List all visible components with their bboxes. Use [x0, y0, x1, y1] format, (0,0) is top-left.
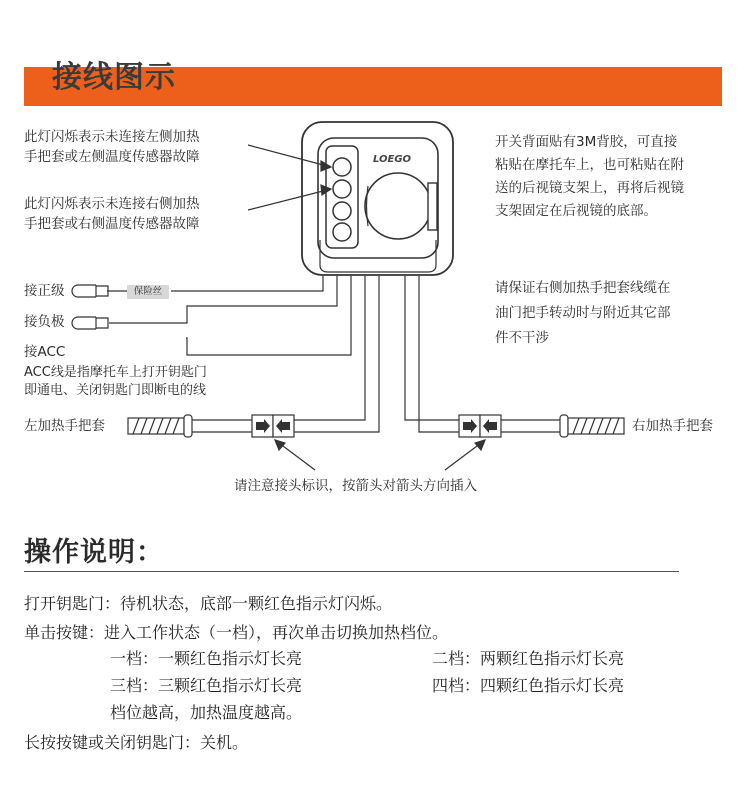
right-grip-icon: [560, 415, 624, 437]
mount-note-line2: 粘贴在摩托车上，也可粘贴在附: [495, 157, 684, 173]
page-title: 接线图示: [52, 60, 176, 95]
instruction-single-click: 单击按键：进入工作状态（一档），再次单击切换加热档位。: [24, 623, 449, 642]
led-right-note-line1: 此灯闪烁表示未连接右侧加热: [24, 196, 200, 212]
grip-wires: [192, 276, 560, 432]
led-left-note-line2: 手把套或左侧温度传感器故障: [24, 149, 200, 165]
instructions-title: 操作说明：: [24, 537, 164, 568]
left-grip-label: 左加热手把套: [24, 418, 105, 434]
led-1-icon: [333, 158, 351, 176]
cable-note-line3: 件不干涉: [495, 330, 549, 346]
cable-note-line2: 油门把手转动时与附近其它部: [495, 305, 671, 321]
fuse-label: 保险丝: [127, 285, 169, 299]
acc-label: 接ACC: [24, 344, 66, 360]
instruction-level-3: 三档：三颗红色指示灯长亮: [110, 676, 303, 695]
push-button-icon: [365, 173, 431, 239]
controller-device: [302, 122, 453, 275]
fork-terminal-icon: [72, 285, 108, 329]
right-grip-label: 右加热手把套: [632, 418, 713, 434]
instruction-level-2: 二档：两颗红色指示灯长亮: [432, 649, 625, 668]
negative-label: 接负极: [24, 314, 65, 330]
led-right-note-line2: 手把套或右侧温度传感器故障: [24, 216, 200, 232]
mount-note-line1: 开关背面贴有3M背胶，可直接: [495, 134, 678, 150]
instruction-level-1: 一档：一颗红色指示灯长亮: [110, 649, 303, 668]
left-grip-icon: [128, 415, 192, 437]
section-divider: [24, 571, 679, 572]
left-connector-icon: [252, 415, 294, 437]
instruction-level-4: 四档：四颗红色指示灯长亮: [432, 676, 625, 695]
device-logo: LOEGO: [373, 154, 412, 165]
mount-note-line4: 支架固定在后视镜的底部。: [495, 203, 657, 219]
led-left-note-line1: 此灯闪烁表示未连接左侧加热: [24, 129, 200, 145]
acc-note-line2: 即通电、关闭钥匙门即断电的线: [24, 383, 207, 398]
instruction-power-on: 打开钥匙门：待机状态，底部一颗红色指示灯闪烁。: [24, 594, 393, 613]
mount-note-line3: 送的后视镜支架上，再将后视镜: [495, 180, 684, 196]
led-3-icon: [333, 202, 351, 220]
connector-pointer-arrows: [275, 440, 485, 470]
instruction-power-off: 长按按键或关闭钥匙门：关机。: [24, 733, 249, 752]
connector-note: 请注意接头标识，按箭头对箭头方向插入: [234, 478, 477, 494]
right-connector-icon: [459, 415, 501, 437]
cable-note-line1: 请保证右侧加热手把套线缆在: [495, 280, 671, 296]
positive-label: 接正级: [24, 283, 65, 299]
acc-note-line1: ACC线是指摩托车上打开钥匙门: [24, 365, 207, 380]
led-4-icon: [333, 223, 351, 241]
led-2-icon: [333, 180, 351, 198]
instruction-level-note: 档位越高，加热温度越高。: [110, 703, 303, 722]
